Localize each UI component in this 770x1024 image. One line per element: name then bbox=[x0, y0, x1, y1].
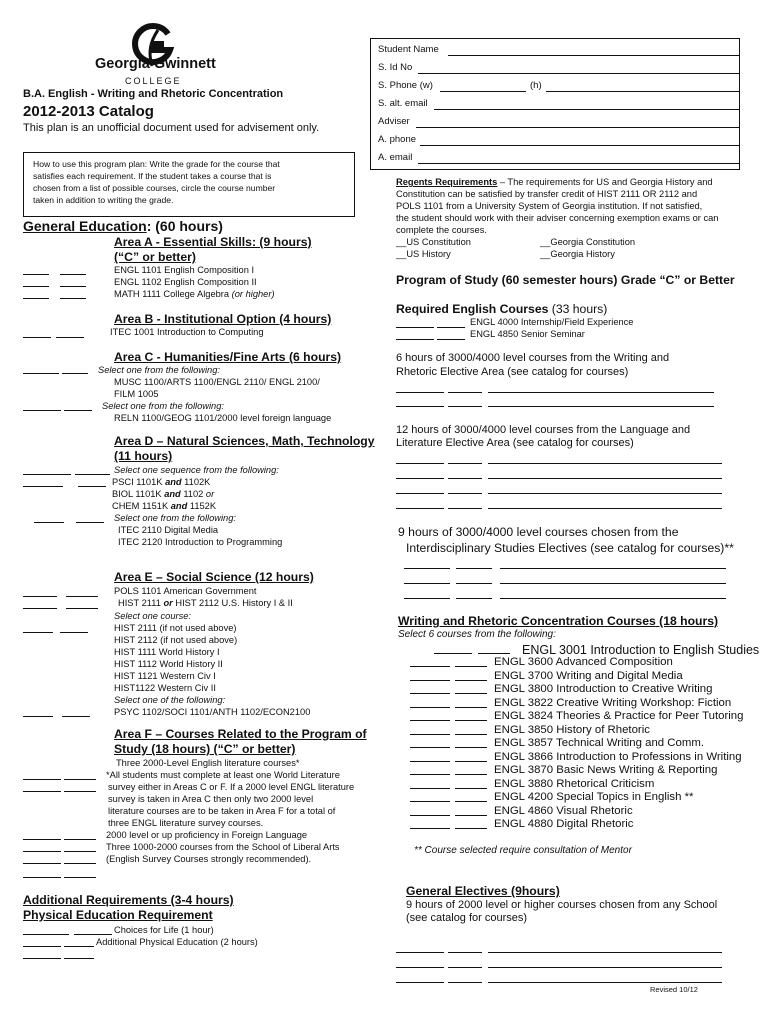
area-f-line: survey either in Areas C or F. If a 2000 level ENGL literature bbox=[108, 782, 355, 792]
grade-blank[interactable] bbox=[396, 493, 444, 494]
grade-blank[interactable] bbox=[404, 568, 450, 569]
interdisc-text: 9 hours of 3000/4000 level courses chosen from the bbox=[398, 525, 679, 539]
regents-text: complete the courses. bbox=[396, 225, 487, 235]
grade-blank[interactable] bbox=[396, 952, 444, 953]
area-f-line: (English Survey Courses strongly recommended). bbox=[106, 854, 312, 864]
grade-blank[interactable] bbox=[23, 486, 63, 487]
grade-blank[interactable] bbox=[410, 828, 450, 829]
concentration-course: ENGL 3880 Rhetorical Criticism bbox=[494, 777, 655, 790]
pe-title: Physical Education Requirement bbox=[23, 908, 213, 922]
grade-blank[interactable] bbox=[455, 680, 487, 681]
us-constitution-check[interactable]: __US Constitution bbox=[396, 237, 471, 247]
grade-blank[interactable] bbox=[448, 406, 482, 407]
grade-blank[interactable] bbox=[23, 286, 49, 287]
area-a-course: ENGL 1101 English Composition I bbox=[114, 265, 255, 275]
ga-history-check[interactable]: __Georgia History bbox=[540, 249, 615, 259]
area-a-course: MATH 1111 College Algebra (or higher) bbox=[114, 289, 275, 299]
grade-blank[interactable] bbox=[410, 680, 450, 681]
grade-blank[interactable] bbox=[64, 946, 94, 947]
area-e-history: HIST 1121 Western Civ I bbox=[114, 671, 216, 681]
area-d-select: Select one from the following: bbox=[114, 513, 236, 523]
grade-blank[interactable] bbox=[23, 839, 61, 840]
grade-blank[interactable] bbox=[66, 596, 98, 597]
area-d-option: ITEC 2120 Introduction to Programming bbox=[118, 537, 283, 547]
course-blank[interactable] bbox=[500, 568, 726, 569]
student-phone-field[interactable]: S. Phone (w) (h) bbox=[378, 80, 740, 94]
area-e-title: Area E – Social Science (12 hours) bbox=[114, 570, 314, 584]
grade-blank[interactable] bbox=[23, 716, 53, 717]
instructions-box: How to use this program plan: Write the grade for the course that satisfies each requirement. If the student takes a course that is chosen from a list of possible courses, circle the course number taken in addition to writing the grade. bbox=[23, 152, 355, 217]
grade-blank[interactable] bbox=[455, 707, 487, 708]
grade-blank[interactable] bbox=[455, 788, 487, 789]
grade-blank[interactable] bbox=[60, 286, 86, 287]
area-a-title: Area A - Essential Skills: (9 hours) bbox=[114, 235, 312, 249]
grade-blank[interactable] bbox=[23, 337, 51, 338]
adviser-phone-field[interactable]: A. phone bbox=[378, 134, 740, 148]
additional-pe: Additional Physical Education (2 hours) bbox=[96, 937, 258, 947]
general-electives-text: (see catalog for courses) bbox=[406, 912, 528, 924]
grade-blank[interactable] bbox=[448, 463, 482, 464]
grade-blank[interactable] bbox=[64, 839, 96, 840]
area-e-history: HIST 1112 World History II bbox=[114, 659, 223, 669]
grade-blank[interactable] bbox=[60, 274, 86, 275]
grade-blank[interactable] bbox=[64, 410, 92, 411]
grade-blank[interactable] bbox=[23, 373, 59, 374]
general-electives-title: General Electives (9hours) bbox=[406, 884, 560, 898]
grade-blank[interactable] bbox=[23, 596, 57, 597]
concentration-course: ENGL 3870 Basic News Writing & Reporting bbox=[494, 764, 718, 776]
grade-blank[interactable] bbox=[448, 493, 482, 494]
grade-blank[interactable] bbox=[410, 788, 450, 789]
grade-blank[interactable] bbox=[23, 791, 61, 792]
regents-text: Constitution can be satisfied by transfer credit of HIST 2111 OR 2112 and bbox=[396, 189, 698, 199]
course-blank[interactable] bbox=[488, 493, 722, 494]
program-title: B.A. English - Writing and Rhetoric Concentration bbox=[23, 88, 284, 100]
grade-blank[interactable] bbox=[455, 693, 487, 694]
grade-blank[interactable] bbox=[410, 774, 450, 775]
lang-elective-text: 12 hours of 3000/4000 level courses from the Language and bbox=[396, 424, 691, 436]
concentration-course: ENGL 3800 Introduction to Creative Writing bbox=[494, 683, 713, 695]
course-blank[interactable] bbox=[500, 598, 726, 599]
grade-blank[interactable] bbox=[396, 406, 444, 407]
grade-blank[interactable] bbox=[396, 508, 444, 509]
grade-blank[interactable] bbox=[23, 877, 61, 878]
grade-blank[interactable] bbox=[23, 632, 53, 633]
grade-blank[interactable] bbox=[64, 877, 96, 878]
concentration-course: ENGL 3822 Creative Writing Workshop: Fiction bbox=[494, 696, 732, 709]
area-b-course: ITEC 1001 Introduction to Computing bbox=[110, 327, 264, 337]
area-f-line: 2000 level or up proficiency in Foreign Language bbox=[106, 830, 308, 840]
concentration-select: Select 6 courses from the following: bbox=[398, 629, 556, 640]
grade-blank[interactable] bbox=[76, 522, 104, 523]
concentration-course: ENGL 3600 Advanced Composition bbox=[494, 656, 673, 668]
grade-blank[interactable] bbox=[60, 298, 86, 299]
grade-blank[interactable] bbox=[455, 774, 487, 775]
area-d-option: ITEC 2110 Digital Media bbox=[118, 525, 219, 535]
area-c-options: FILM 1005 bbox=[114, 389, 159, 399]
grade-blank[interactable] bbox=[23, 934, 69, 935]
grade-blank[interactable] bbox=[66, 608, 98, 609]
grade-blank[interactable] bbox=[404, 598, 450, 599]
regents-text: the student should work with their adviser concerning exemption exams or can bbox=[396, 213, 719, 223]
regents-text: POLS 1101 from a University System of Georgia institution. If not satisfied, bbox=[396, 201, 703, 211]
grade-blank[interactable] bbox=[64, 779, 96, 780]
grade-blank[interactable] bbox=[396, 392, 444, 393]
area-f-line: survey is taken in Area C then only two 2000 level bbox=[108, 794, 314, 804]
grade-blank[interactable] bbox=[448, 982, 482, 983]
grade-blank[interactable] bbox=[23, 474, 71, 475]
grade-blank[interactable] bbox=[396, 478, 444, 479]
catalog-year: 2012-2013 Catalog bbox=[23, 103, 154, 120]
grade-blank[interactable] bbox=[396, 967, 444, 968]
area-f-line: three ENGL literature survey courses. bbox=[108, 818, 264, 828]
student-alt-email-field[interactable]: S. alt. email bbox=[378, 98, 740, 112]
disclaimer: This plan is an unofficial document used for advisement only. bbox=[23, 122, 320, 134]
area-d-subtitle: (11 hours) bbox=[114, 449, 173, 463]
grade-blank[interactable] bbox=[455, 747, 487, 748]
student-name-field[interactable]: Student Name bbox=[378, 44, 740, 58]
college-sub: COLLEGE bbox=[125, 76, 182, 86]
concentration-course: ENGL 3857 Technical Writing and Comm. bbox=[494, 737, 704, 749]
ga-constitution-check[interactable]: __Georgia Constitution bbox=[540, 237, 636, 247]
gen-ed-title: General Education: (60 hours) bbox=[23, 218, 223, 234]
grade-blank[interactable] bbox=[23, 298, 49, 299]
us-history-check[interactable]: __US History bbox=[396, 249, 451, 259]
area-f-line: Three 2000-Level English literature courses* bbox=[116, 758, 300, 768]
grade-blank[interactable] bbox=[437, 327, 465, 328]
concentration-course: ENGL 3850 History of Rhetoric bbox=[494, 723, 650, 736]
area-a-subtitle: (“C” or better) bbox=[114, 250, 196, 264]
concentration-title: Writing and Rhetoric Concentration Courses (18 hours) bbox=[398, 614, 719, 628]
grade-blank[interactable] bbox=[396, 327, 434, 328]
area-d-sequence: BIOL 1101K and 1102 or bbox=[112, 489, 215, 499]
grade-blank[interactable] bbox=[410, 720, 450, 721]
course-blank[interactable] bbox=[488, 967, 722, 968]
area-c-select: Select one from the following: bbox=[98, 365, 220, 375]
area-c-options: MUSC 1100/ARTS 1100/ENGL 2110/ ENGL 2100/ bbox=[114, 377, 320, 387]
grade-blank[interactable] bbox=[23, 410, 61, 411]
grade-blank[interactable] bbox=[455, 720, 487, 721]
area-a-course: ENGL 1102 English Composition II bbox=[114, 277, 257, 287]
concentration-course: ENGL 4200 Special Topics in English ** bbox=[494, 791, 694, 803]
grade-blank[interactable] bbox=[23, 779, 61, 780]
area-d-sequence: CHEM 1151K and 1152K bbox=[112, 501, 217, 511]
grade-blank[interactable] bbox=[78, 486, 106, 487]
grade-blank[interactable] bbox=[448, 967, 482, 968]
course-blank[interactable] bbox=[488, 406, 714, 407]
course-blank[interactable] bbox=[488, 982, 722, 983]
grade-blank[interactable] bbox=[455, 666, 487, 667]
grade-blank[interactable] bbox=[396, 463, 444, 464]
area-b-title: Area B - Institutional Option (4 hours) bbox=[114, 312, 332, 326]
regents-text: Regents Requirements – The requirements for US and Georgia History and bbox=[396, 177, 713, 187]
grade-blank[interactable] bbox=[410, 666, 450, 667]
grade-blank[interactable] bbox=[64, 851, 96, 852]
grade-blank[interactable] bbox=[448, 508, 482, 509]
area-c-select: Select one from the following: bbox=[102, 401, 224, 411]
area-d-select: Select one sequence from the following: bbox=[114, 465, 279, 475]
area-f-subtitle: Study (18 hours) (“C” or better) bbox=[114, 742, 296, 756]
grade-blank[interactable] bbox=[410, 801, 450, 802]
grade-blank[interactable] bbox=[34, 522, 64, 523]
general-electives-text: 9 hours of 2000 level or higher courses chosen from any School bbox=[406, 899, 718, 911]
grade-blank[interactable] bbox=[23, 863, 61, 864]
grade-blank[interactable] bbox=[23, 958, 61, 959]
area-e-select: Select one course: bbox=[114, 611, 192, 621]
concentration-course: ENGL 3700 Writing and Digital Media bbox=[494, 669, 683, 682]
course-blank[interactable] bbox=[488, 952, 722, 953]
grade-blank[interactable] bbox=[478, 653, 510, 654]
area-f-line: *All students must complete at least one World Literature bbox=[106, 770, 340, 780]
course-blank[interactable] bbox=[488, 392, 714, 393]
adviser-email-field[interactable]: A. email bbox=[378, 152, 740, 166]
area-e-course: POLS 1101 American Government bbox=[114, 586, 257, 596]
grade-blank[interactable] bbox=[410, 693, 450, 694]
area-f-title: Area F – Courses Related to the Program of bbox=[114, 727, 367, 741]
grade-blank[interactable] bbox=[434, 653, 472, 654]
grade-blank[interactable] bbox=[410, 815, 450, 816]
grade-blank[interactable] bbox=[56, 337, 84, 338]
concentration-course: ENGL 3866 Introduction to Professions in Writing bbox=[494, 750, 742, 763]
area-f-line: literature courses are to be taken in Area F for a total of bbox=[108, 806, 336, 816]
grade-blank[interactable] bbox=[410, 761, 450, 762]
grade-blank[interactable] bbox=[455, 801, 487, 802]
grade-blank[interactable] bbox=[448, 952, 482, 953]
grade-blank[interactable] bbox=[75, 474, 110, 475]
area-e-history: HIST 1111 World History I bbox=[114, 647, 220, 657]
area-d-sequence: PSCI 1101K and 1102K bbox=[112, 477, 211, 487]
grade-blank[interactable] bbox=[74, 934, 112, 935]
grade-blank[interactable] bbox=[455, 815, 487, 816]
grade-blank[interactable] bbox=[23, 946, 61, 947]
required-course: ENGL 4000 Internship/Field Experience bbox=[470, 317, 634, 327]
area-c-title: Area C - Humanities/Fine Arts (6 hours) bbox=[114, 350, 342, 364]
required-course: ENGL 4850 Senior Seminar bbox=[470, 329, 585, 339]
grade-blank[interactable] bbox=[64, 958, 94, 959]
interdisc-text: Interdisciplinary Studies Electives (see catalog for courses)** bbox=[406, 541, 734, 555]
area-e-course: PSYC 1102/SOCI 1101/ANTH 1102/ECON2100 bbox=[114, 707, 311, 717]
grade-blank[interactable] bbox=[455, 734, 487, 735]
grade-blank[interactable] bbox=[455, 828, 487, 829]
course-blank[interactable] bbox=[488, 478, 722, 479]
grade-blank[interactable] bbox=[410, 734, 450, 735]
course-blank[interactable] bbox=[500, 583, 726, 584]
course-blank[interactable] bbox=[488, 463, 722, 464]
college-name: Georgia Gwinnett bbox=[95, 56, 216, 72]
lang-elective-text: Literature Elective Area (see catalog for courses) bbox=[396, 437, 634, 449]
grade-blank[interactable] bbox=[396, 339, 434, 340]
required-english-title: Required English Courses (33 hours) bbox=[396, 302, 608, 316]
area-e-select: Select one of the following: bbox=[114, 695, 226, 705]
grade-blank[interactable] bbox=[64, 863, 96, 864]
area-d-title: Area D – Natural Sciences, Math, Technology bbox=[114, 434, 375, 448]
grade-blank[interactable] bbox=[62, 716, 90, 717]
program-of-study-title: Program of Study (60 semester hours) Grade “C” or Better bbox=[396, 273, 735, 287]
writing-elective-text: Rhetoric Elective Area (see catalog for courses) bbox=[396, 366, 629, 378]
writing-elective-text: 6 hours of 3000/4000 level courses from the Writing and bbox=[396, 352, 670, 364]
revised-date: Revised 10/12 bbox=[650, 985, 698, 994]
grade-blank[interactable] bbox=[455, 761, 487, 762]
grade-blank[interactable] bbox=[396, 982, 444, 983]
grade-blank[interactable] bbox=[62, 373, 88, 374]
grade-blank[interactable] bbox=[60, 632, 88, 633]
grade-blank[interactable] bbox=[23, 851, 61, 852]
concentration-course: ENGL 4880 Digital Rhetoric bbox=[494, 818, 634, 830]
grade-blank[interactable] bbox=[456, 583, 492, 584]
choices-for-life: Choices for Life (1 hour) bbox=[114, 925, 214, 935]
student-id-field[interactable]: S. Id No bbox=[378, 62, 740, 76]
area-e-course: HIST 2111 or HIST 2112 U.S. History I & II bbox=[118, 598, 293, 608]
grade-blank[interactable] bbox=[448, 392, 482, 393]
grade-blank[interactable] bbox=[410, 747, 450, 748]
area-e-history: HIST1122 Western Civ II bbox=[114, 683, 216, 693]
grade-blank[interactable] bbox=[410, 707, 450, 708]
grade-blank[interactable] bbox=[23, 274, 49, 275]
grade-blank[interactable] bbox=[64, 791, 96, 792]
concentration-course: ENGL 3001 Introduction to English Studies bbox=[522, 643, 760, 657]
area-e-history: HIST 2111 (if not used above) bbox=[114, 623, 237, 633]
adviser-field[interactable]: Adviser bbox=[378, 116, 740, 130]
grade-blank[interactable] bbox=[437, 339, 465, 340]
grade-blank[interactable] bbox=[404, 583, 450, 584]
concentration-course: ENGL 3824 Theories & Practice for Peer Tutoring bbox=[494, 710, 744, 722]
area-f-line: Three 1000-2000 courses from the School of Liberal Arts bbox=[106, 842, 340, 852]
grade-blank[interactable] bbox=[456, 598, 492, 599]
mentor-note: ** Course selected require consultation of Mentor bbox=[414, 845, 632, 856]
area-c-options: RELN 1100/GEOG 1101/2000 level foreign language bbox=[114, 413, 332, 423]
additional-title: Additional Requirements (3-4 hours) bbox=[23, 893, 234, 907]
grade-blank[interactable] bbox=[23, 608, 57, 609]
grade-blank[interactable] bbox=[456, 568, 492, 569]
course-blank[interactable] bbox=[488, 508, 722, 509]
grade-blank[interactable] bbox=[448, 478, 482, 479]
concentration-course: ENGL 4860 Visual Rhetoric bbox=[494, 804, 633, 817]
area-e-history: HIST 2112 (if not used above) bbox=[114, 635, 238, 645]
